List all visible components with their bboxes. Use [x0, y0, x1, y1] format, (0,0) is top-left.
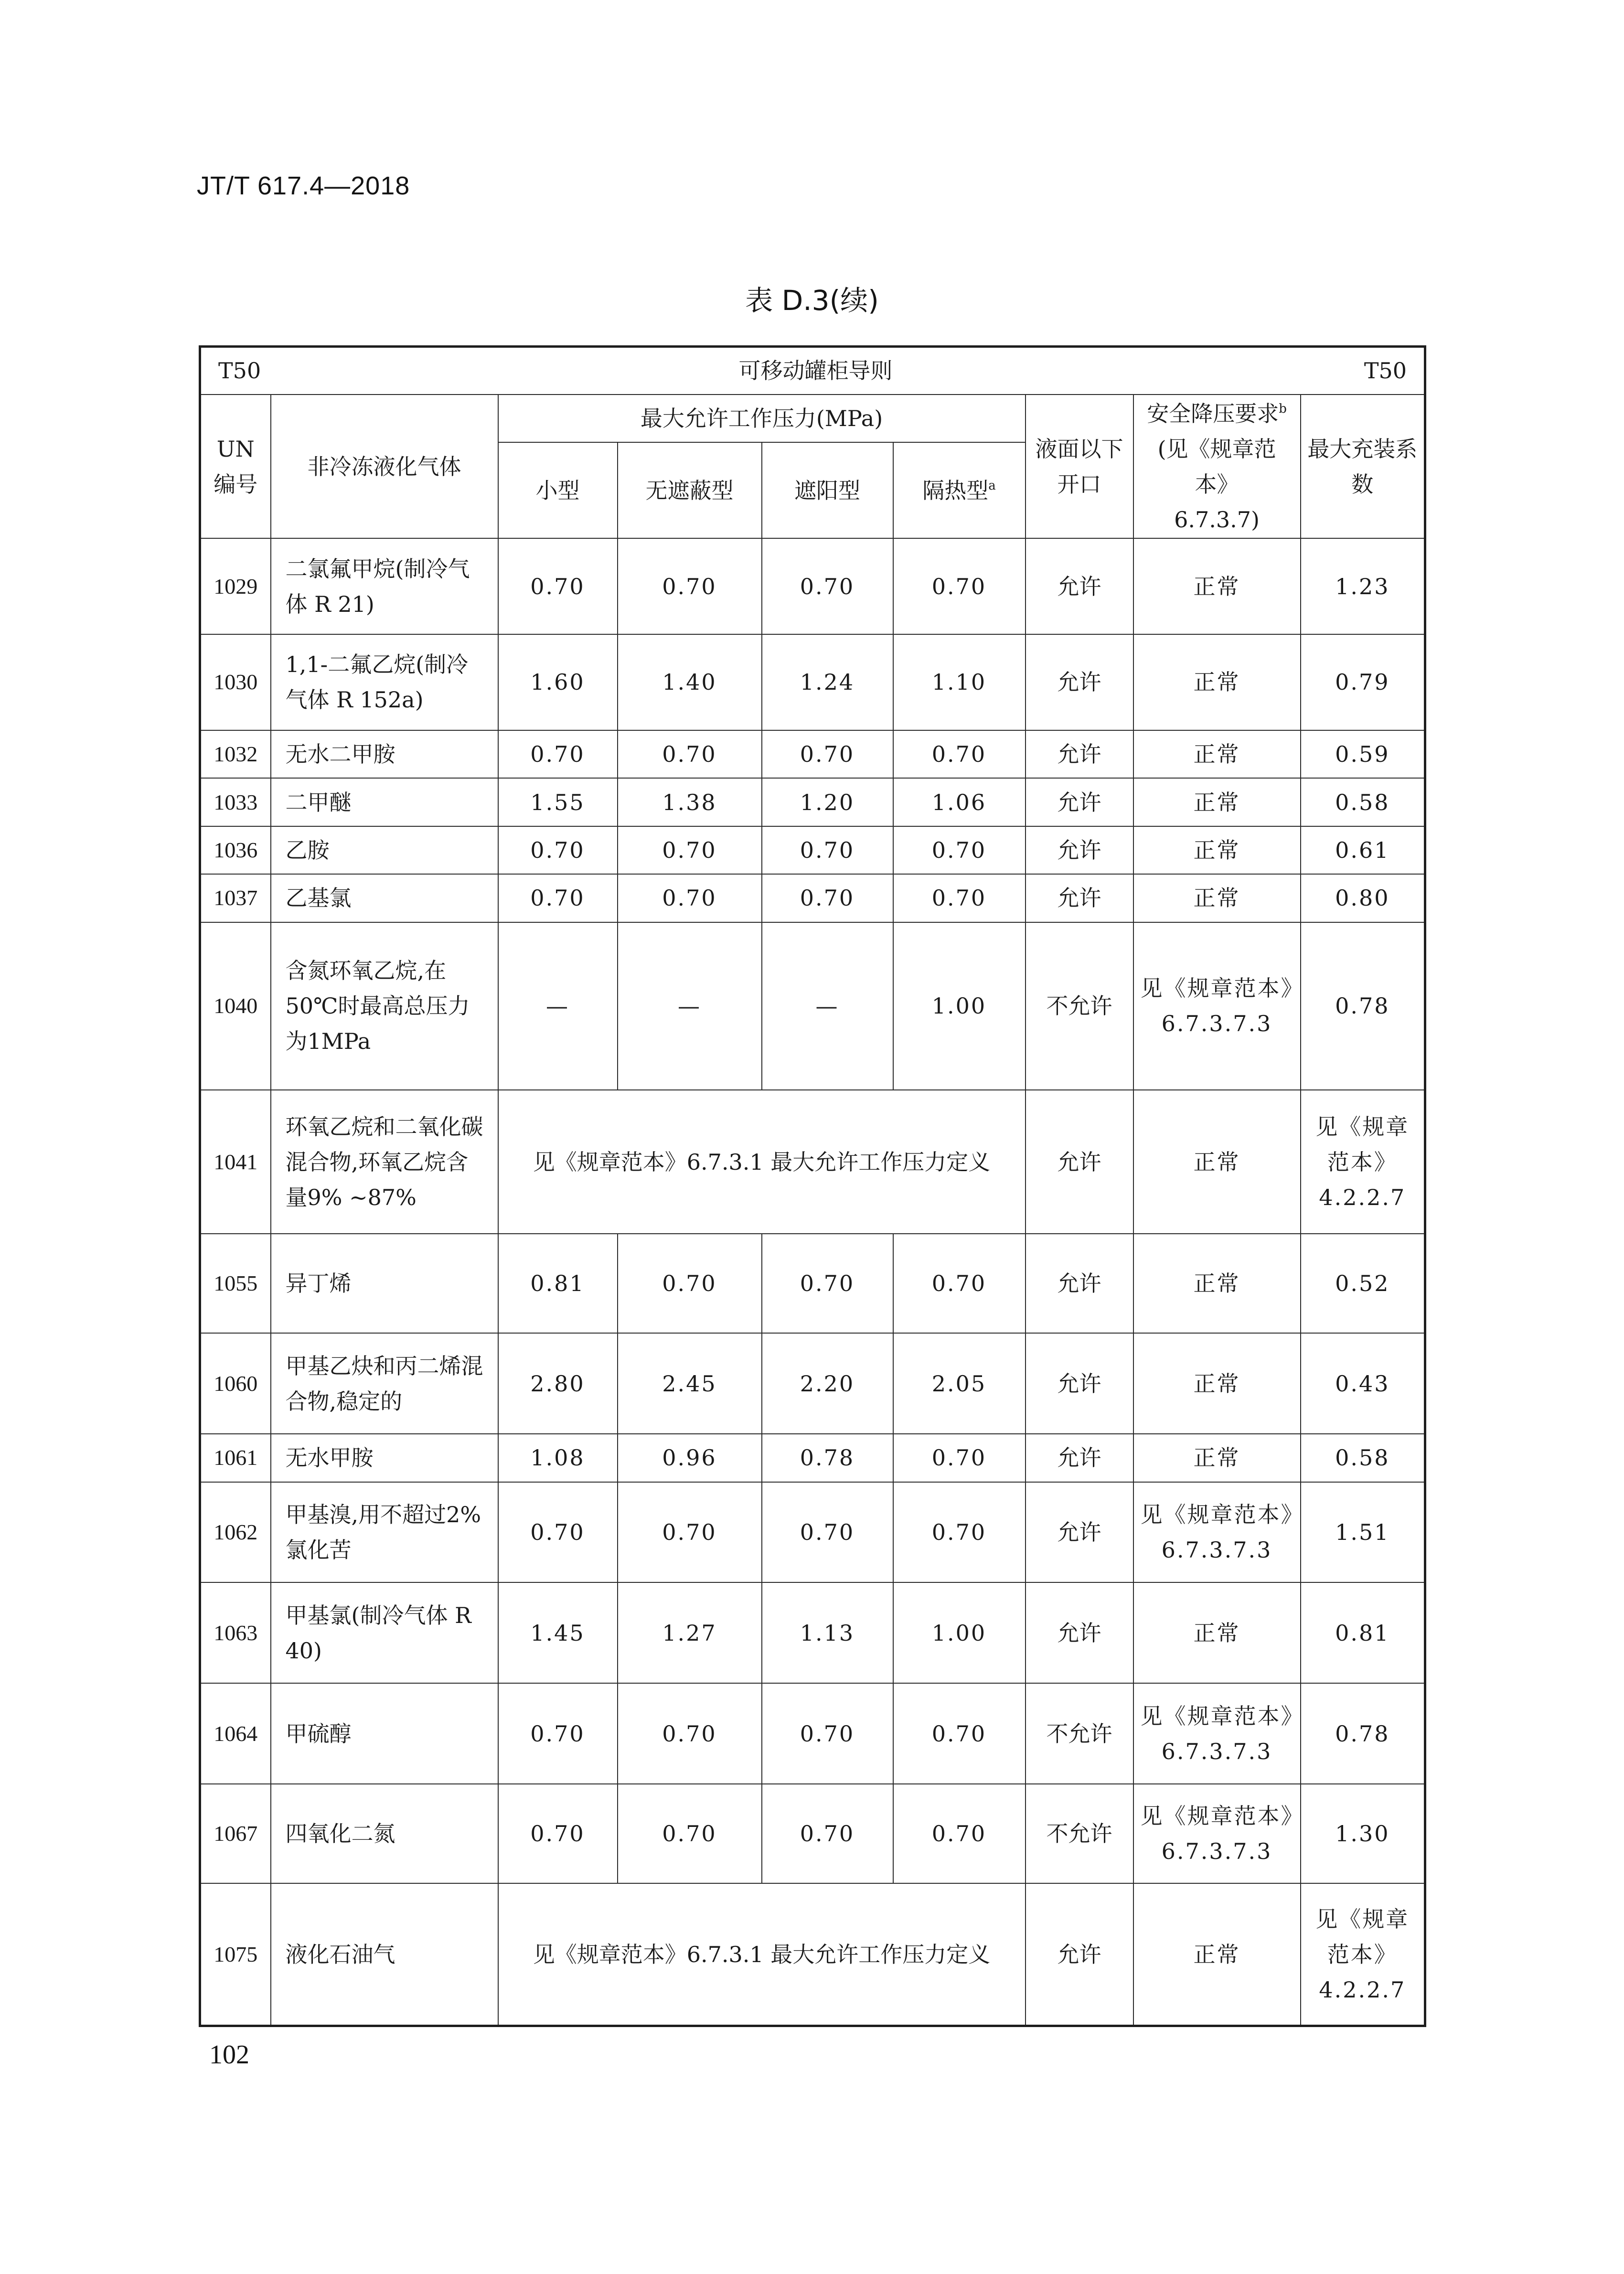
gas-name-cell: 甲基乙炔和丙二烯混合物,稳定的: [271, 1333, 498, 1434]
table-row: [200, 1683, 1425, 1784]
gas-name-cell: 无水二甲胺: [271, 730, 498, 778]
gas-name-cell: 含氮环氧乙烷,在50℃时最高总压力为1MPa: [271, 922, 498, 1090]
fill-ratio-cell: 0.79: [1301, 634, 1425, 730]
relief-cell: 正常: [1133, 826, 1301, 874]
header-small: 小型: [498, 442, 618, 538]
pressure-bare-cell: 1.38: [618, 778, 762, 826]
bottom-opening-cell: 允许: [1026, 1582, 1133, 1683]
un-number-cell: 1060: [200, 1333, 271, 1434]
un-number-cell: 1063: [200, 1582, 271, 1683]
pressure-bare-cell: 0.70: [618, 874, 762, 922]
fill-ratio-cell: 1.51: [1301, 1482, 1425, 1583]
fill-ratio-cell: 1.30: [1301, 1784, 1425, 1883]
caption-center: 可移动罐柜导则: [498, 347, 1133, 395]
header-un: UN编号: [200, 395, 271, 538]
header-pressure-group: 最大允许工作压力(MPa): [498, 395, 1026, 442]
bottom-opening-cell: 允许: [1026, 1482, 1133, 1583]
header-bottom-opening: 液面以下开口: [1026, 395, 1133, 538]
fill-ratio-cell: 0.58: [1301, 1434, 1425, 1482]
relief-cell: 正常: [1133, 1434, 1301, 1482]
gas-name-cell: 乙基氯: [271, 874, 498, 922]
pressure-sunshade-cell: 0.70: [762, 1683, 893, 1784]
relief-cell: 见《规章范本》6.7.3.7.3: [1133, 1683, 1301, 1784]
standard-number: JT/T 617.4—2018: [197, 171, 410, 200]
pressure-sunshade-cell: 0.78: [762, 1434, 893, 1482]
table-row: [200, 538, 1425, 634]
pressure-insulated-cell: 1.00: [893, 922, 1026, 1090]
fill-ratio-cell: 0.59: [1301, 730, 1425, 778]
fill-ratio-cell: 0.61: [1301, 826, 1425, 874]
header-relief-line1: 安全降压要求: [1147, 400, 1279, 427]
pressure-bare-cell: 0.70: [618, 1683, 762, 1784]
un-number-cell: 1036: [200, 826, 271, 874]
pressure-bare-cell: 1.40: [618, 634, 762, 730]
fill-ratio-cell: 见《规章范本》4.2.2.7: [1301, 1090, 1425, 1234]
pressure-small-cell: 1.45: [498, 1582, 618, 1683]
pressure-bare-cell: 2.45: [618, 1333, 762, 1434]
gas-name-cell: 四氧化二氮: [271, 1784, 498, 1883]
table-row: [200, 1234, 1425, 1333]
table-row: [200, 1482, 1425, 1583]
relief-cell: 正常: [1133, 1883, 1301, 2026]
fill-ratio-cell: 0.78: [1301, 1683, 1425, 1784]
header-relief: [1133, 395, 1301, 538]
table-row: [200, 1434, 1425, 1482]
fill-ratio-cell: 0.81: [1301, 1582, 1425, 1683]
header-gas-name: 非冷冻液化气体: [271, 395, 498, 538]
pressure-insulated-cell: 1.00: [893, 1582, 1026, 1683]
table-caption-row: [200, 347, 1425, 395]
pressure-sunshade-cell: 0.70: [762, 826, 893, 874]
relief-cell: 正常: [1133, 538, 1301, 634]
un-number-cell: 1032: [200, 730, 271, 778]
header-fill-ratio: 最大充装系数: [1301, 395, 1425, 538]
bottom-opening-cell: 允许: [1026, 538, 1133, 634]
bottom-opening-cell: 允许: [1026, 1090, 1133, 1234]
fill-ratio-cell: 0.43: [1301, 1333, 1425, 1434]
pressure-insulated-cell: 0.70: [893, 1234, 1026, 1333]
pressure-small-cell: 0.70: [498, 730, 618, 778]
relief-cell: 正常: [1133, 730, 1301, 778]
fill-ratio-cell: 0.58: [1301, 778, 1425, 826]
footnote-b-marker: b: [1279, 401, 1287, 416]
gas-name-cell: 二甲醚: [271, 778, 498, 826]
bottom-opening-cell: 允许: [1026, 778, 1133, 826]
header-bare: 无遮蔽型: [618, 442, 762, 538]
pressure-small-cell: 0.70: [498, 826, 618, 874]
pressure-sunshade-cell: 0.70: [762, 1784, 893, 1883]
pressure-insulated-cell: 1.06: [893, 778, 1026, 826]
table-row: [200, 922, 1425, 1090]
bottom-opening-cell: 允许: [1026, 1434, 1133, 1482]
fill-ratio-cell: 0.52: [1301, 1234, 1425, 1333]
pressure-insulated-cell: 0.70: [893, 730, 1026, 778]
un-number-cell: 1062: [200, 1482, 271, 1583]
merged-pressure-cell: 见《规章范本》6.7.3.1 最大允许工作压力定义: [498, 1883, 1026, 2026]
relief-cell: 正常: [1133, 874, 1301, 922]
pressure-sunshade-cell: —: [762, 922, 893, 1090]
header-row-1: [200, 395, 1425, 442]
fill-ratio-cell: 0.78: [1301, 922, 1425, 1090]
gas-name-cell: 液化石油气: [271, 1883, 498, 2026]
relief-cell: 见《规章范本》6.7.3.7.3: [1133, 1784, 1301, 1883]
pressure-small-cell: 1.55: [498, 778, 618, 826]
un-number-cell: 1041: [200, 1090, 271, 1234]
pressure-bare-cell: 0.70: [618, 1482, 762, 1583]
table-row: [200, 634, 1425, 730]
gas-name-cell: 二氯氟甲烷(制冷气体 R 21): [271, 538, 498, 634]
bottom-opening-cell: 允许: [1026, 1333, 1133, 1434]
relief-cell: 正常: [1133, 1582, 1301, 1683]
bottom-opening-cell: 允许: [1026, 826, 1133, 874]
gas-name-cell: 甲硫醇: [271, 1683, 498, 1784]
pressure-bare-cell: 0.70: [618, 1234, 762, 1333]
gas-name-cell: 1,1-二氟乙烷(制冷气体 R 152a): [271, 634, 498, 730]
relief-cell: 正常: [1133, 1090, 1301, 1234]
gas-name-cell: 无水甲胺: [271, 1434, 498, 1482]
pressure-insulated-cell: 1.10: [893, 634, 1026, 730]
pressure-sunshade-cell: 0.70: [762, 730, 893, 778]
relief-cell: 正常: [1133, 1234, 1301, 1333]
merged-pressure-cell: 见《规章范本》6.7.3.1 最大允许工作压力定义: [498, 1090, 1026, 1234]
bottom-opening-cell: 允许: [1026, 874, 1133, 922]
header-relief-line3: 6.7.3.7): [1174, 506, 1260, 533]
table-row: [200, 826, 1425, 874]
table-row: [200, 1582, 1425, 1683]
gas-name-cell: 甲基溴,用不超过2%氯化苦: [271, 1482, 498, 1583]
table-row: [200, 778, 1425, 826]
un-number-cell: 1075: [200, 1883, 271, 2026]
pressure-sunshade-cell: 0.70: [762, 1234, 893, 1333]
pressure-sunshade-cell: 0.70: [762, 874, 893, 922]
pressure-insulated-cell: 0.70: [893, 1683, 1026, 1784]
fill-ratio-cell: 1.23: [1301, 538, 1425, 634]
pressure-small-cell: 0.70: [498, 1683, 618, 1784]
header-insulated: [893, 442, 1026, 538]
pressure-small-cell: 0.70: [498, 538, 618, 634]
pressure-small-cell: 0.70: [498, 874, 618, 922]
pressure-bare-cell: 0.70: [618, 730, 762, 778]
relief-cell: 正常: [1133, 778, 1301, 826]
fill-ratio-cell: 见《规章范本》4.2.2.7: [1301, 1883, 1425, 2026]
relief-cell: 正常: [1133, 634, 1301, 730]
pressure-sunshade-cell: 2.20: [762, 1333, 893, 1434]
pressure-small-cell: 1.60: [498, 634, 618, 730]
pressure-small-cell: 0.70: [498, 1482, 618, 1583]
pressure-sunshade-cell: 1.20: [762, 778, 893, 826]
table-row: [200, 1883, 1425, 2026]
un-number-cell: 1029: [200, 538, 271, 634]
pressure-insulated-cell: 2.05: [893, 1333, 1026, 1434]
pressure-bare-cell: 0.70: [618, 1784, 762, 1883]
gas-name-cell: 环氧乙烷和二氧化碳混合物,环氧乙烷含量9% ~87%: [271, 1090, 498, 1234]
un-number-cell: 1037: [200, 874, 271, 922]
gas-name-cell: 乙胺: [271, 826, 498, 874]
footnote-a-marker: a: [988, 478, 996, 493]
header-relief-line2: (见《规章范本》: [1157, 436, 1276, 497]
bottom-opening-cell: 允许: [1026, 634, 1133, 730]
header-insulated-label: 隔热型: [922, 477, 989, 503]
table-row: [200, 1090, 1425, 1234]
pressure-small-cell: 0.70: [498, 1784, 618, 1883]
un-number-cell: 1033: [200, 778, 271, 826]
table-row: [200, 1333, 1425, 1434]
pressure-small-cell: 2.80: [498, 1333, 618, 1434]
bottom-opening-cell: 允许: [1026, 730, 1133, 778]
pressure-small-cell: 1.08: [498, 1434, 618, 1482]
bottom-opening-cell: 不允许: [1026, 1784, 1133, 1883]
pressure-bare-cell: —: [618, 922, 762, 1090]
un-number-cell: 1055: [200, 1234, 271, 1333]
table-row: [200, 730, 1425, 778]
relief-cell: 正常: [1133, 1333, 1301, 1434]
page-number: 102: [209, 2040, 249, 2070]
pressure-sunshade-cell: 1.13: [762, 1582, 893, 1683]
pressure-insulated-cell: 0.70: [893, 826, 1026, 874]
un-number-cell: 1061: [200, 1434, 271, 1482]
pressure-sunshade-cell: 1.24: [762, 634, 893, 730]
caption-right: T50: [1133, 347, 1425, 395]
table-title: 表 D.3(续): [745, 284, 879, 317]
header-sunshade: 遮阳型: [762, 442, 893, 538]
pressure-insulated-cell: 0.70: [893, 1784, 1026, 1883]
gas-name-cell: 异丁烯: [271, 1234, 498, 1333]
pressure-insulated-cell: 0.70: [893, 1434, 1026, 1482]
pressure-insulated-cell: 0.70: [893, 874, 1026, 922]
pressure-insulated-cell: 0.70: [893, 1482, 1026, 1583]
gas-name-cell: 甲基氯(制冷气体 R 40): [271, 1582, 498, 1683]
pressure-bare-cell: 0.96: [618, 1434, 762, 1482]
pressure-small-cell: 0.81: [498, 1234, 618, 1333]
un-number-cell: 1030: [200, 634, 271, 730]
table-row: [200, 1784, 1425, 1883]
pressure-sunshade-cell: 0.70: [762, 1482, 893, 1583]
bottom-opening-cell: 允许: [1026, 1883, 1133, 2026]
bottom-opening-cell: 不允许: [1026, 922, 1133, 1090]
pressure-insulated-cell: 0.70: [893, 538, 1026, 634]
un-number-cell: 1040: [200, 922, 271, 1090]
pressure-small-cell: —: [498, 922, 618, 1090]
fill-ratio-cell: 0.80: [1301, 874, 1425, 922]
pressure-bare-cell: 0.70: [618, 826, 762, 874]
pressure-bare-cell: 1.27: [618, 1582, 762, 1683]
un-number-cell: 1067: [200, 1784, 271, 1883]
relief-cell: 见《规章范本》6.7.3.7.3: [1133, 922, 1301, 1090]
gas-tank-table: [199, 345, 1426, 2027]
table-row: [200, 874, 1425, 922]
relief-cell: 见《规章范本》6.7.3.7.3: [1133, 1482, 1301, 1583]
caption-left: T50: [200, 347, 498, 395]
bottom-opening-cell: 允许: [1026, 1234, 1133, 1333]
bottom-opening-cell: 不允许: [1026, 1683, 1133, 1784]
pressure-sunshade-cell: 0.70: [762, 538, 893, 634]
un-number-cell: 1064: [200, 1683, 271, 1784]
pressure-bare-cell: 0.70: [618, 538, 762, 634]
